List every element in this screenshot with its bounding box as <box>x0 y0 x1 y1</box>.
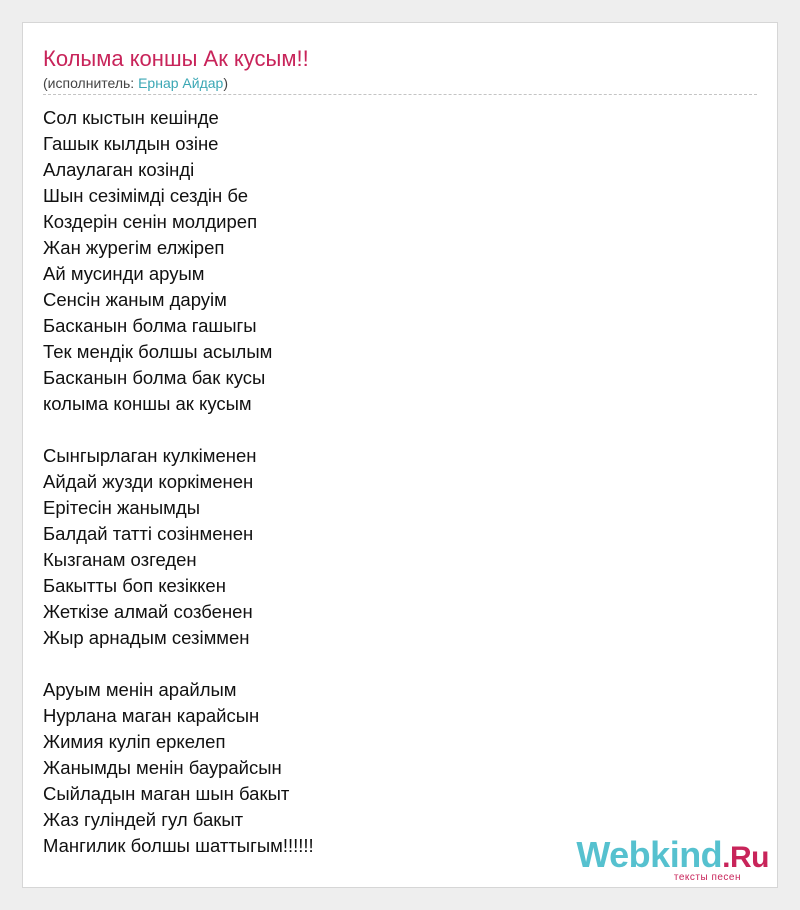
lyric-line: Тек мендік болшы асылым <box>43 341 273 362</box>
performer-suffix: ) <box>223 75 228 91</box>
performer-line <box>43 73 228 93</box>
lyrics-text <box>43 105 314 885</box>
lyric-line: Жеткізе алмай созбенен <box>43 601 253 622</box>
lyric-line: Алаулаган козінді <box>43 159 195 180</box>
webkind-logo[interactable] <box>576 835 769 883</box>
lyric-line: Жаз гуліндей гул бакыт <box>43 809 244 830</box>
lyric-line: Сынгырлаган кулкіменен <box>43 445 257 466</box>
artist-link[interactable]: Ернар Айдар <box>138 75 224 91</box>
lyric-line: Шын сезімімді сездін бе <box>43 185 249 206</box>
lyrics-card <box>22 22 778 888</box>
lyric-line: Балдай татті созінменен <box>43 523 254 544</box>
lyric-line: Жанымды менін баурайсын <box>43 757 282 778</box>
lyric-line: Мангилик болшы шаттыгым!!!!!! <box>43 835 314 856</box>
lyric-line: Басканын болма бак кусы <box>43 367 266 388</box>
lyric-line: Сол кыстын кешінде <box>43 107 219 128</box>
lyric-line: Сенсін жаным даруім <box>43 289 227 310</box>
stanza <box>43 443 314 651</box>
lyric-line: Жыр арнадым сезіммен <box>43 627 250 648</box>
divider <box>43 94 757 95</box>
song-title: Колыма коншы Ак кусым!! <box>43 46 309 71</box>
logo-tld: .Ru <box>722 841 769 874</box>
lyric-line: Жан журегім елжіреп <box>43 237 225 258</box>
lyric-line: Кызганам озгеден <box>43 549 197 570</box>
lyric-line: Ерітесін жанымды <box>43 497 200 518</box>
lyric-line: Бакытты боп кезіккен <box>43 575 226 596</box>
lyric-line: Коздерін сенін молдиреп <box>43 211 258 232</box>
stanza <box>43 677 314 859</box>
lyric-line: Басканын болма гашыгы <box>43 315 257 336</box>
lyric-line: Ай мусинди аруым <box>43 263 205 284</box>
lyric-line: Гашык кылдын озіне <box>43 133 219 154</box>
stanza <box>43 105 314 417</box>
lyric-line: Нурлана маган карайсын <box>43 705 260 726</box>
performer-prefix: (исполнитель: <box>43 75 139 91</box>
lyric-line: Айдай жузди коркіменен <box>43 471 254 492</box>
lyric-line: Аруым менін арайлым <box>43 679 237 700</box>
logo-name: Webkind <box>576 834 723 875</box>
lyric-line: Сыйладын маган шын бакыт <box>43 783 290 804</box>
lyric-line: Жимия куліп еркелеп <box>43 731 226 752</box>
logo-tagline: тексты песен <box>673 872 741 883</box>
lyric-line: колыма коншы ак кусым <box>43 393 252 414</box>
